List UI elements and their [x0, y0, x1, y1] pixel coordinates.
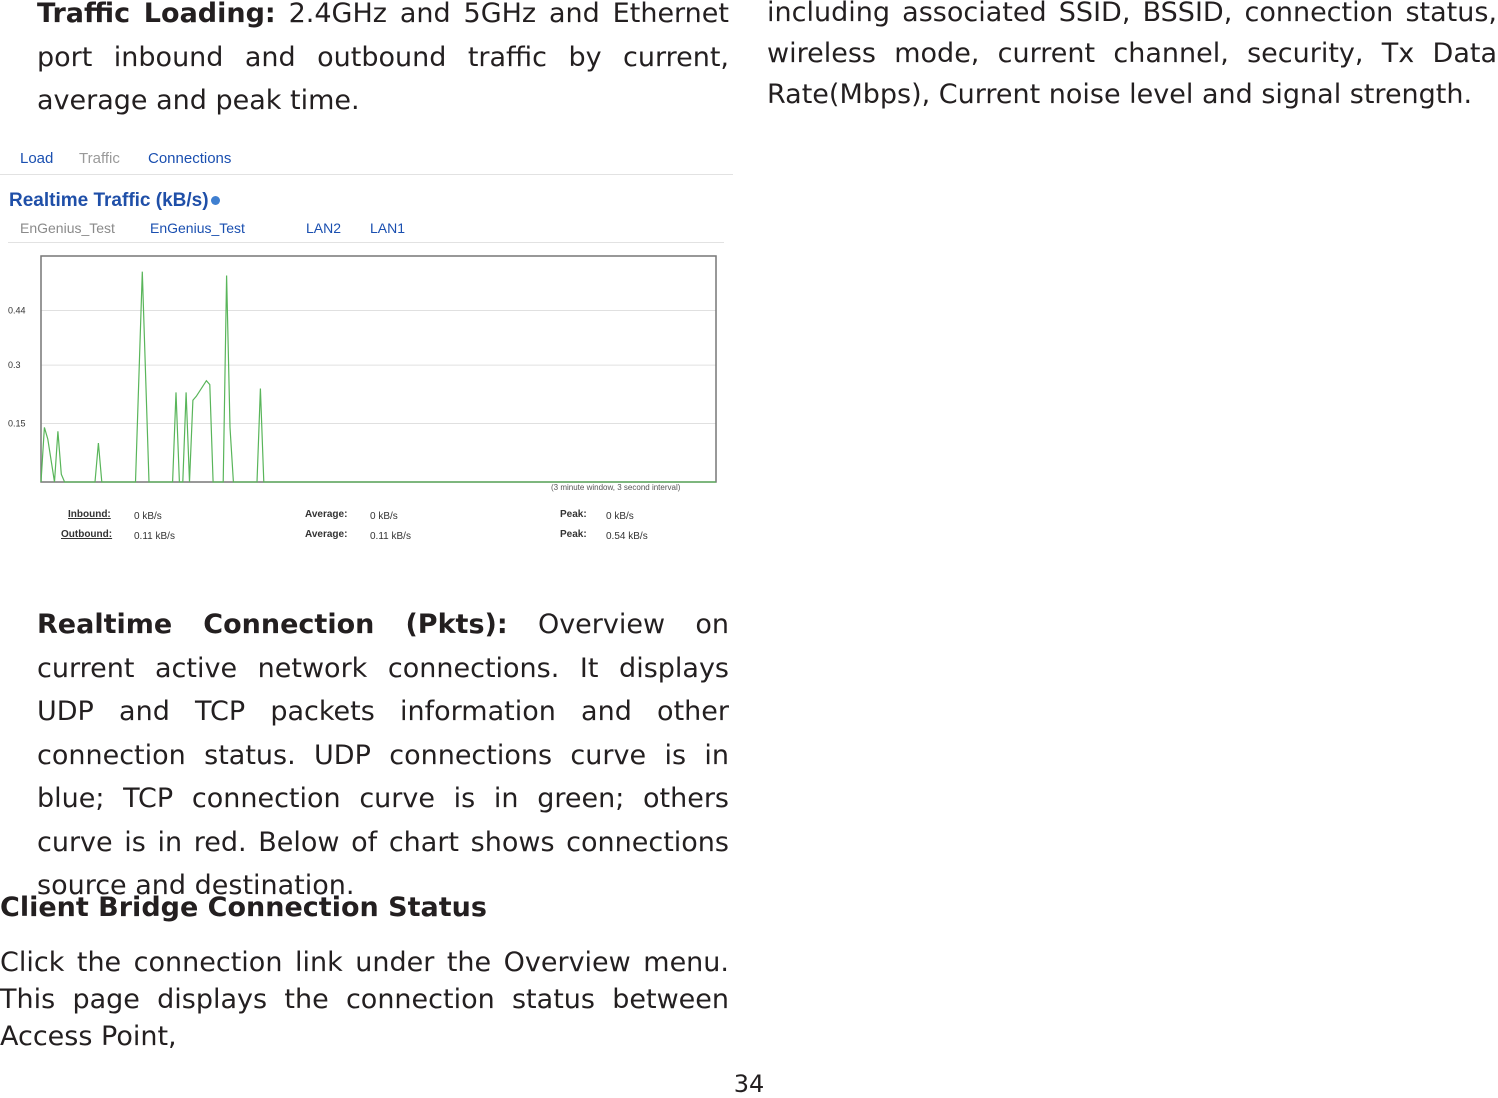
tab-connections[interactable]: Connections — [148, 150, 232, 167]
inbound-peak-label: Peak: — [560, 509, 587, 520]
subtab-lan1[interactable]: LAN1 — [370, 220, 406, 236]
page-number: 34 — [733, 1070, 765, 1098]
right-column-text: including associated SSID, BSSID, connection status, wireless mode, current channel, security, Tx Data Rate(Mbps), Current noise level and signal strength. — [767, 0, 1497, 110]
outbound-label: Outbound: — [61, 529, 113, 540]
y-tick-label: 0.3 — [8, 360, 21, 371]
inbound-value: 0 kB/s — [134, 511, 162, 522]
outbound-peak-label: Peak: — [560, 529, 587, 540]
series-line-outbound — [41, 272, 716, 482]
chart-title-text: Realtime Traffic (kB/s) — [9, 190, 209, 211]
traffic-loading-text: 2.4GHz and 5GHz and Ethernet port inbound and outbound traffic by current, average and peak time. — [37, 0, 729, 116]
client-bridge-paragraph — [0, 944, 729, 1055]
subtab-lan2[interactable]: LAN2 — [306, 220, 342, 236]
realtime-connection-paragraph — [37, 603, 729, 908]
outbound-value: 0.11 kB/s — [134, 531, 175, 542]
window-note: (3 minute window, 3 second interval) — [551, 483, 681, 492]
outbound-average-value: 0.11 kB/s — [370, 531, 411, 542]
client-bridge-text: Click the connection link under the Overview menu. This page displays the connection status between Access Point, — [0, 947, 729, 1052]
outbound-peak-value: 0.54 kB/s — [606, 531, 648, 542]
subtab-engenius-test[interactable]: EnGenius_Test — [150, 220, 245, 236]
inbound-average-value: 0 kB/s — [370, 511, 398, 522]
traffic-loading-paragraph — [37, 0, 729, 123]
section-heading: Client Bridge Connection Status — [0, 892, 487, 923]
right-column-paragraph — [767, 0, 1497, 115]
subtab-engenius-test-active[interactable]: EnGenius_Test — [20, 220, 115, 236]
outbound-average-label: Average: — [305, 529, 348, 540]
y-tick-label: 0.15 — [8, 418, 26, 429]
y-tick-label: 0.44 — [8, 305, 26, 316]
tab-traffic[interactable]: Traffic — [79, 150, 120, 167]
inbound-average-label: Average: — [305, 509, 348, 520]
traffic-chart — [0, 140, 733, 558]
traffic-screenshot — [0, 140, 733, 558]
tab-load[interactable]: Load — [20, 150, 54, 167]
inbound-peak-value: 0 kB/s — [606, 511, 634, 522]
traffic-loading-label: Traffic Loading: — [37, 0, 276, 29]
realtime-connection-label: Realtime Connection (Pkts): — [37, 609, 508, 640]
realtime-connection-text: Overview on current active network connections. It displays UDP and TCP packets information and other connection status. UDP connections curve is in blue; TCP connection curve is in green; others curve is in red. Below of chart shows connections source and destination. — [37, 609, 729, 901]
inbound-label: Inbound: — [68, 509, 111, 520]
